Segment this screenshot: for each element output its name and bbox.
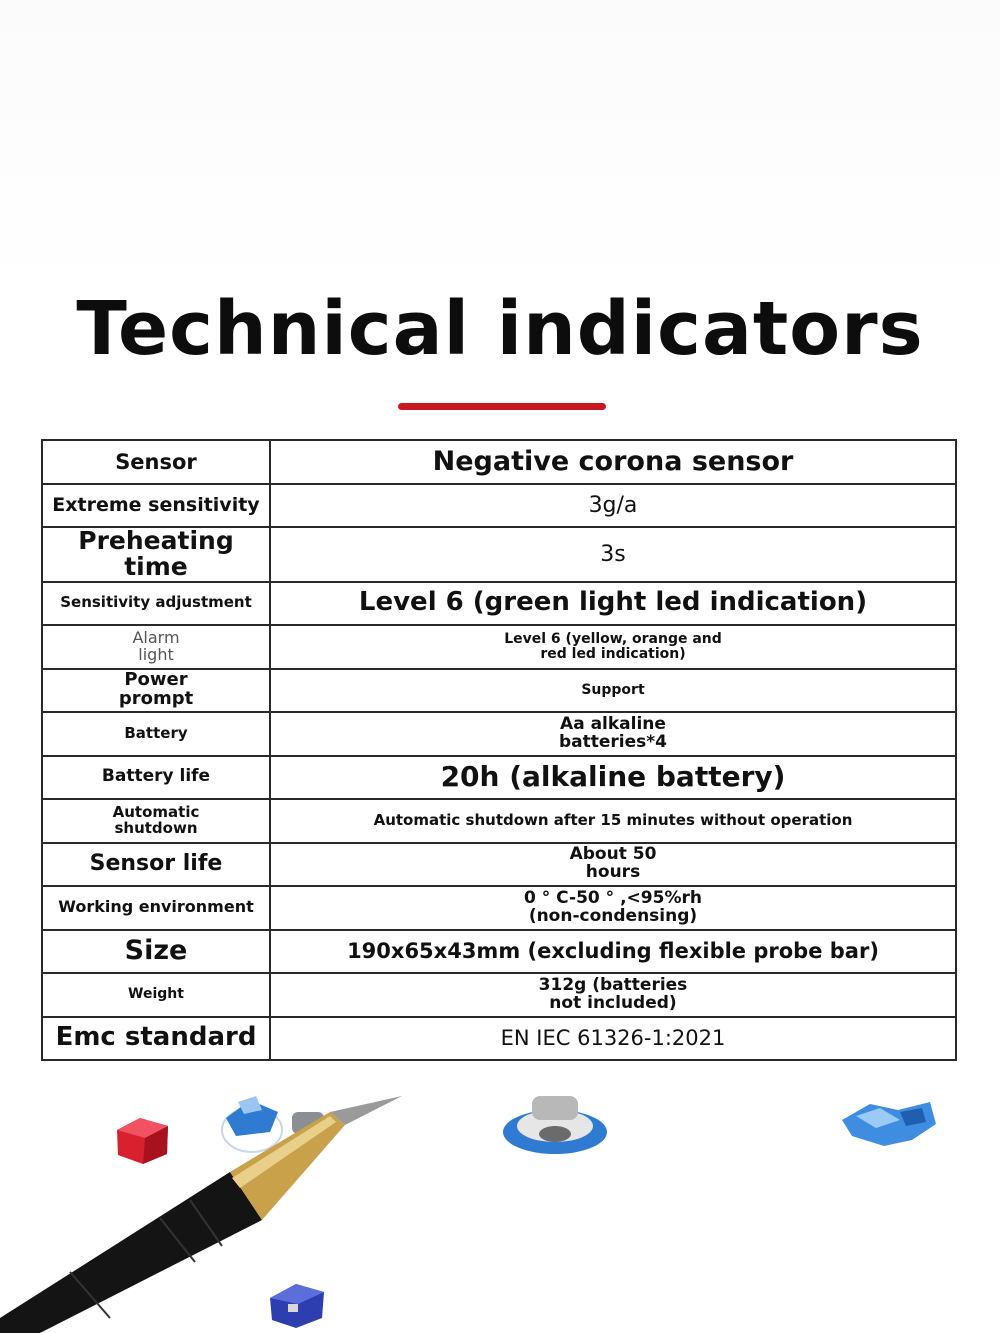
table-row: [42, 669, 956, 712]
table-row: [42, 1017, 956, 1060]
table-row: [42, 625, 956, 669]
table-row: [42, 886, 956, 930]
title-underline: [398, 403, 606, 410]
spec-label-preheating-time: Preheating time: [42, 527, 270, 582]
small-blue-cube-illustration: [270, 1284, 324, 1328]
spec-value-battery: Aa alkaline batteries*4: [270, 712, 956, 756]
spec-value-power-prompt: Support: [270, 669, 956, 712]
spec-value-sensitivity-adjustment: Level 6 (green light led indication): [270, 582, 956, 625]
spec-value-extreme-sensitivity: 3g/a: [270, 484, 956, 527]
spec-value-preheating-time: 3s: [270, 527, 956, 582]
spec-label-sensor: Sensor: [42, 440, 270, 484]
spec-value-automatic-shutdown: Automatic shutdown after 15 minutes without operation: [270, 799, 956, 843]
page-title: Technical indicators: [76, 286, 924, 372]
spec-label-sensor-life: Sensor life: [42, 843, 270, 886]
table-row: [42, 712, 956, 756]
spec-label-working-environment: Working environment: [42, 886, 270, 930]
spec-label-sensitivity-adjustment: Sensitivity adjustment: [42, 582, 270, 625]
table-row: [42, 484, 956, 527]
table-row: [42, 527, 956, 582]
spec-value-alarm-light: Level 6 (yellow, orange and red led indication): [270, 625, 956, 669]
ring-illustration: [503, 1096, 607, 1154]
spec-value-battery-life: 20h (alkaline battery): [270, 756, 956, 799]
spec-label-battery-life: Battery life: [42, 756, 270, 799]
spec-value-sensor: Negative corona sensor: [270, 440, 956, 484]
spec-value-sensor-life: About 50 hours: [270, 843, 956, 886]
spec-value-working-environment: 0 ° C-50 ° ￼,<95%rh (non-condensing): [270, 886, 956, 930]
decorative-scene: [0, 1060, 1000, 1333]
table-row: [42, 843, 956, 886]
spec-label-emc-standard: Emc standard: [42, 1017, 270, 1060]
table-row: [42, 756, 956, 799]
pen-illustration: [0, 1096, 402, 1333]
spec-label-weight: Weight: [42, 973, 270, 1017]
spec-label-extreme-sensitivity: Extreme sensitivity: [42, 484, 270, 527]
spec-value-emc-standard: EN IEC 61326-1:2021: [270, 1017, 956, 1060]
table-row: [42, 440, 956, 484]
table-row: [42, 799, 956, 843]
spec-label-power-prompt: Power prompt: [42, 669, 270, 712]
spec-value-size: 190x65x43mm (excluding flexible probe bar): [270, 930, 956, 973]
spec-label-size: Size: [42, 930, 270, 973]
spec-table: [41, 439, 957, 1061]
table-row: [42, 973, 956, 1017]
blue-piece-illustration: [842, 1102, 936, 1146]
red-cube-illustration: [117, 1118, 168, 1164]
spec-label-automatic-shutdown: Automatic shutdown: [42, 799, 270, 843]
spec-label-alarm-light: Alarm light: [42, 625, 270, 669]
spec-label-battery: Battery: [42, 712, 270, 756]
top-background: [0, 0, 1000, 290]
table-row: [42, 930, 956, 973]
spec-value-weight: 312g (batteries not included): [270, 973, 956, 1017]
table-row: [42, 582, 956, 625]
